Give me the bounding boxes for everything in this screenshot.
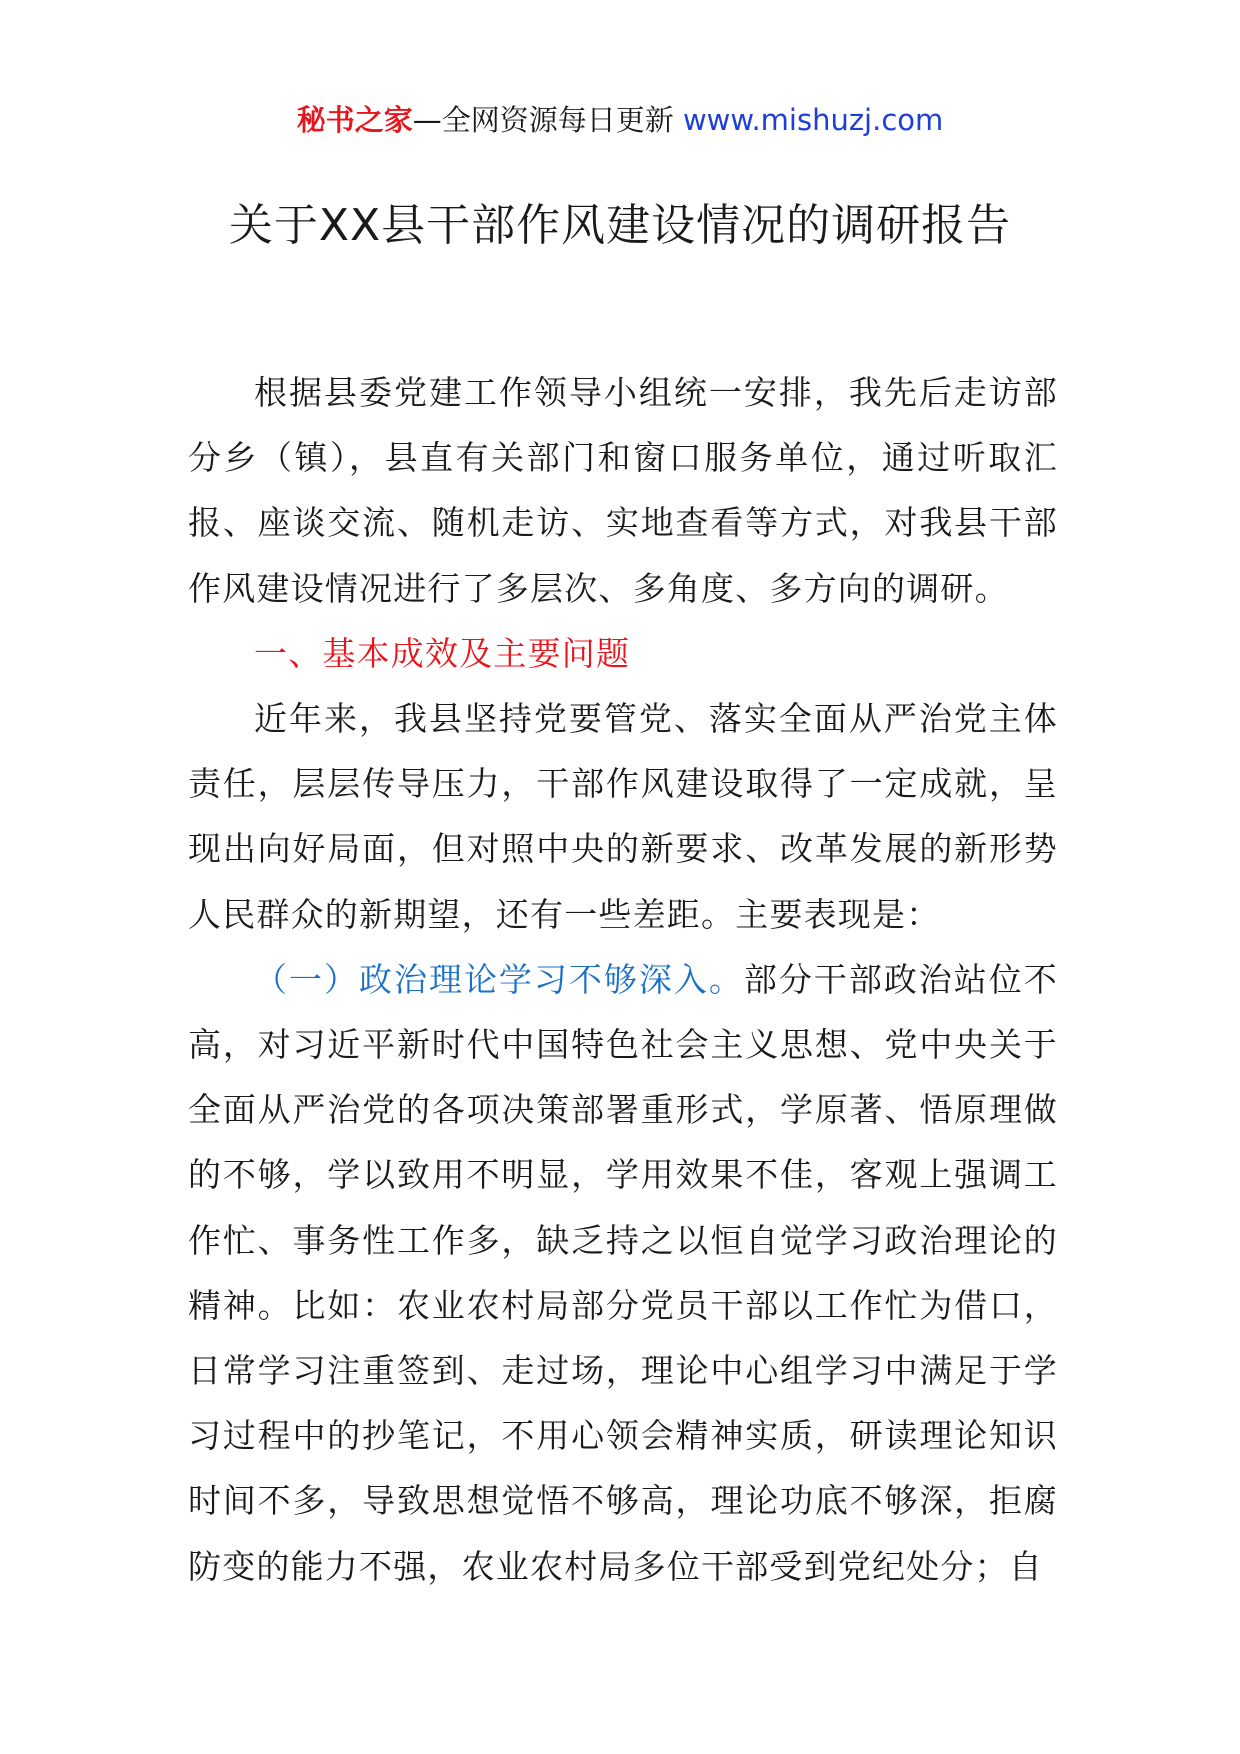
intro-paragraph: 根据县委党建工作领导小组统一安排，我先后走访部分乡（镇），县直有关部门和窗口服务单位，通过听取汇报、座谈交流、随机走访、实地查看等方式，对我县干部作风建设情况进行了多层次、多角度、多方向的调研。: [188, 373, 1058, 608]
subsection-text: 部分干部政治站位不高，对习近平新时代中国特色社会主义思想、党中央关于全面从严治党的各项决策部署重形式，学原著、悟原理做的不够，学以致用不明显，学用效果不佳，客观上强调工作忙、事务性工作多，缺乏持之以恒自觉学习政治理论的精神。比如：农业农村局部分党员干部以工作忙为借口，日常学习注重签到、走过场，理论中心组学习中满足于学习过程中的抄笔记，不用心领会精神实质，研读理论知识时间不多，导致思想觉悟不够高，理论功底不够深，拒腐防变的能力不强，农业农村局多位干部受到党纪处分；自: [188, 959, 1058, 1586]
site-header: [0, 100, 1240, 140]
section-paragraph: 近年来，我县坚持党要管党、落实全面从严治党主体责任，层层传导压力，干部作风建设取得了一定成就，呈现出向好局面，但对照中央的新要求、改革发展的新形势人民群众的新期望，还有一些差距。主要表现是：: [188, 699, 1058, 934]
subsection-heading: （一）政治理论学习不够深入。: [254, 959, 744, 999]
document-title: 关于XX县干部作风建设情况的调研报告: [228, 200, 1012, 251]
subsection-paragraph: [188, 947, 1058, 1599]
site-url-link[interactable]: www.mishuzj.com: [682, 103, 944, 137]
site-brand: 秘书之家: [296, 103, 413, 137]
site-tagline: —全网资源每日更新: [412, 103, 683, 137]
section-heading: 一、基本成效及主要问题: [254, 633, 631, 673]
document-body: [188, 360, 1058, 1599]
